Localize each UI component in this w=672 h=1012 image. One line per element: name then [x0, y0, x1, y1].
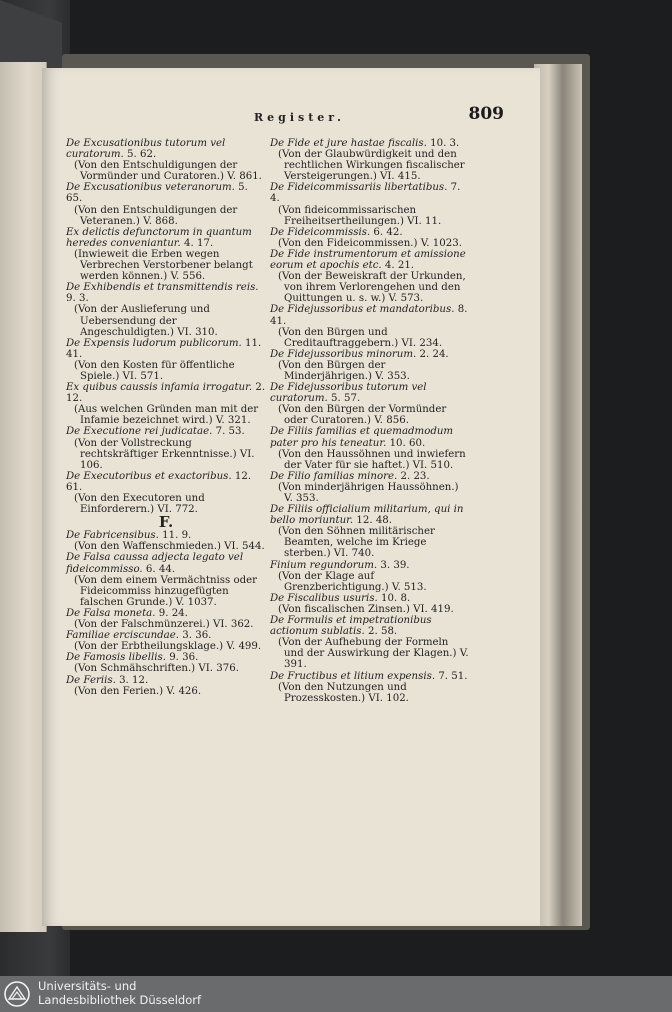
entry-title: Ex delictis defunctorum in quantum heredes conveniantur. [66, 226, 252, 249]
library-name-line2: Landesbibliothek Düsseldorf [38, 993, 202, 1007]
entry-translation: (Von der Beweiskraft der Urkunden, von ihrem Verlorengehen und den Quittungen u. s. w.) V. 573. [278, 271, 466, 305]
entry-title: De Fidejussoribus minorum. [270, 348, 417, 360]
entry-title: De Expensis ludorum publicorum. [66, 337, 242, 349]
page-stack-edge [534, 64, 582, 926]
entry-title: De Executoribus et exactoribus. [66, 470, 232, 482]
entry-translation: (Von den Entschuldigungen der Veteranen.) V. 868. [74, 204, 238, 227]
entry-translation: (Von der Klage auf Grenzberichtigung.) V. 513. [278, 570, 427, 593]
entry-title: Finium regundorum. [270, 559, 378, 571]
library-name [38, 979, 201, 1007]
entry-translation: (Von den Nutzungen und Prozesskosten.) VI. 102. [278, 681, 409, 704]
index-entry [270, 504, 470, 559]
facing-page-edge [0, 62, 47, 932]
library-name-line1: Universitäts- und [38, 979, 137, 993]
entry-translation: (Von den Kosten für öffentliche Spiele.) VI. 571. [74, 359, 235, 382]
index-entry [270, 560, 470, 593]
index-entry [66, 382, 266, 426]
library-logo-icon [3, 980, 31, 1008]
entry-reference: 6. 42. [373, 226, 403, 238]
entry-reference: 5. 65. [66, 182, 248, 205]
entry-translation: (Inwieweit die Erben wegen Verbrechen Verstorbener belangt werden können.) V. 556. [74, 248, 253, 283]
index-entry [270, 615, 470, 670]
entry-reference: 2. 23. [400, 470, 430, 482]
index-entry [270, 138, 470, 182]
entry-title: De Excusationibus tutorum vel curatorum. [66, 138, 226, 161]
entry-title: De Fide et jure hastae fiscalis. [270, 138, 427, 149]
entry-reference: 5. 57. [331, 393, 361, 405]
entry-title: Familiae erciscundae. [66, 630, 180, 642]
entry-translation: (Von den Ferien.) V. 426. [74, 685, 202, 697]
entry-translation: (Von den Söhnen militärischer Beamten, welche im Kriege sterben.) VI. 740. [278, 526, 435, 560]
index-entry [270, 671, 470, 704]
entry-translation: (Von den Executoren und Einforderern.) VI. 772. [74, 493, 205, 516]
entry-reference: 10. 60. [389, 437, 426, 449]
entry-translation: (Von den Bürgen der Vormünder oder Curatoren.) V. 856. [278, 404, 447, 427]
entry-reference: 3. 36. [182, 630, 212, 642]
entry-reference: 12. 61. [66, 470, 252, 493]
entry-reference: 6. 44. [145, 563, 176, 575]
index-entry [66, 426, 266, 470]
entry-translation: (Von den Bürgen der Minderjährigen.) V. 353. [278, 359, 410, 382]
index-entry [66, 471, 266, 515]
entry-reference: 7. 51. [438, 670, 468, 682]
book-page [42, 68, 540, 926]
entry-title: De Executione rei judicatae. [66, 426, 213, 438]
right-column [270, 138, 470, 704]
entry-title: De Exhibendis et transmittendis reis. [66, 282, 259, 294]
entry-reference: 4. 21. [384, 260, 415, 272]
entry-title: De Fidejussoribus tutorum vel curatorum. [270, 382, 427, 405]
entry-title: De Fiscalibus usuris. [270, 592, 378, 604]
entry-translation: (Von den Fideicommissen.) V. 1023. [278, 237, 462, 249]
index-entry [66, 675, 266, 697]
entry-translation: (Von fideicommissarischen Freiheitsertheilungen.) VI. 11. [278, 204, 442, 227]
entry-translation: (Von den Haussöhnen und inwiefern der Vater für sie haftet.) VI. 510. [278, 448, 466, 471]
library-footer [0, 976, 672, 1012]
entry-translation: (Von minderjährigen Haussöhnen.) V. 353. [278, 481, 459, 504]
entry-title: De Fideicommissariis libertatibus. [270, 182, 448, 194]
entry-reference: 11. 9. [162, 530, 192, 542]
entry-translation: (Von der Vollstreckung rechtskräftiger Erkenntnisse.) VI. 106. [74, 437, 255, 471]
entry-reference: 10. 3. [430, 138, 460, 149]
entry-title: De Fide instrumentorum et amissione eorum et apochis etc. [270, 248, 466, 272]
entry-reference: 9. 36. [169, 652, 199, 664]
index-entry [270, 349, 470, 382]
entry-translation: (Von den Entschuldigungen der Vormünder und Curatoren.) V. 861. [74, 160, 262, 183]
page-header [84, 104, 504, 134]
running-head: Register. [254, 111, 345, 124]
index-entry [270, 471, 470, 504]
index-entry [270, 382, 470, 426]
entry-title: De Fideicommissis. [270, 226, 371, 238]
index-entry [66, 338, 266, 382]
entry-reference: 9. 3. [66, 293, 89, 305]
entry-reference: 9. 24. [158, 607, 188, 619]
entry-translation: (Von dem einem Vermächtniss oder Fideicommiss hinzugefügten falschen Grunde.) V. 1037. [74, 574, 258, 608]
entry-reference: 2. 58. [368, 626, 398, 638]
index-entry [270, 182, 470, 226]
index-entry [270, 426, 470, 470]
entry-title: De Formulis et impetrationibus actionum sublatis. [270, 615, 432, 638]
entry-title: De Filio familias minore. [270, 470, 398, 482]
entry-translation: (Von der Aufhebung der Formeln und der Auswirkung der Klagen.) V. 391. [278, 637, 469, 671]
index-entry [66, 530, 266, 552]
entry-reference: 10. 8. [381, 592, 411, 604]
index-entry [66, 138, 266, 182]
entry-title: De Filiis officialium militarium, qui in bello moriuntur. [270, 504, 464, 527]
index-entry [270, 227, 470, 249]
index-entry [66, 652, 266, 674]
entry-title: De Fidejussoribus et mandatoribus. [270, 304, 455, 316]
entry-translation: (Von der Erbtheilungsklage.) V. 499. [74, 641, 262, 653]
index-entry [66, 282, 266, 337]
page-number: 809 [468, 104, 504, 124]
entry-title: De Feriis. [66, 674, 116, 686]
entry-reference: 7. 4. [270, 182, 461, 205]
entry-reference: 2. 12. [66, 382, 266, 405]
entry-reference: 12. 48. [356, 515, 393, 527]
entry-title: De Famosis libellis. [66, 652, 166, 664]
index-entry [66, 227, 266, 282]
entry-reference: 7. 53. [215, 426, 245, 438]
index-entry [270, 593, 470, 615]
index-entry [66, 552, 266, 607]
entry-translation: (Von den Bürgen und Creditauftraggebern.) VI. 234. [278, 326, 443, 349]
entry-translation: (Von der Glaubwürdigkeit und den rechtlichen Wirkungen fiscalischer Versteigerungen.) VI. 415. [278, 149, 465, 183]
entry-reference: 5. 62. [127, 149, 157, 161]
entry-reference: 4. 17. [184, 237, 214, 249]
entry-title: De Fabricensibus. [66, 530, 159, 542]
entry-reference: 3. 12. [119, 674, 149, 686]
entry-title: De Filiis familias et quemadmodum pater pro his teneatur. [270, 426, 454, 449]
entry-translation: (Von fiscalischen Zinsen.) VI. 419. [278, 603, 454, 615]
entry-title: De Falsa moneta. [66, 607, 156, 619]
index-entry [66, 608, 266, 630]
entry-reference: 8. 41. [270, 304, 468, 327]
entry-translation: (Von Schmähschriften.) VI. 376. [74, 663, 239, 675]
entry-reference: 3. 39. [380, 559, 410, 571]
index-entry [66, 182, 266, 226]
entry-translation: (Von den Waffenschmieden.) VI. 544. [74, 541, 265, 553]
index-entry [66, 630, 266, 652]
entry-title: De Excusationibus veteranorum. [66, 182, 235, 194]
entry-title: De Falsa caussa adjecta legato vel fideicommisso. [66, 552, 244, 575]
entry-translation: (Von der Auslieferung und Uebersendung der Angeschuldigten.) VI. 310. [74, 304, 218, 338]
section-letter: F. [158, 513, 174, 532]
index-entry [270, 249, 470, 304]
entry-reference: 11. 41. [66, 337, 262, 360]
entry-translation: (Von der Falschmünzerei.) VI. 362. [74, 619, 254, 631]
entry-translation: (Aus welchen Gründen man mit der Infamie bezeichnet wird.) V. 321. [74, 404, 259, 427]
entry-reference: 2. 24. [419, 348, 449, 360]
index-entry [270, 304, 470, 348]
left-column [66, 138, 266, 697]
entry-title: De Fructibus et litium expensis. [270, 670, 436, 682]
entry-title: Ex quibus caussis infamia irrogatur. [66, 382, 253, 394]
